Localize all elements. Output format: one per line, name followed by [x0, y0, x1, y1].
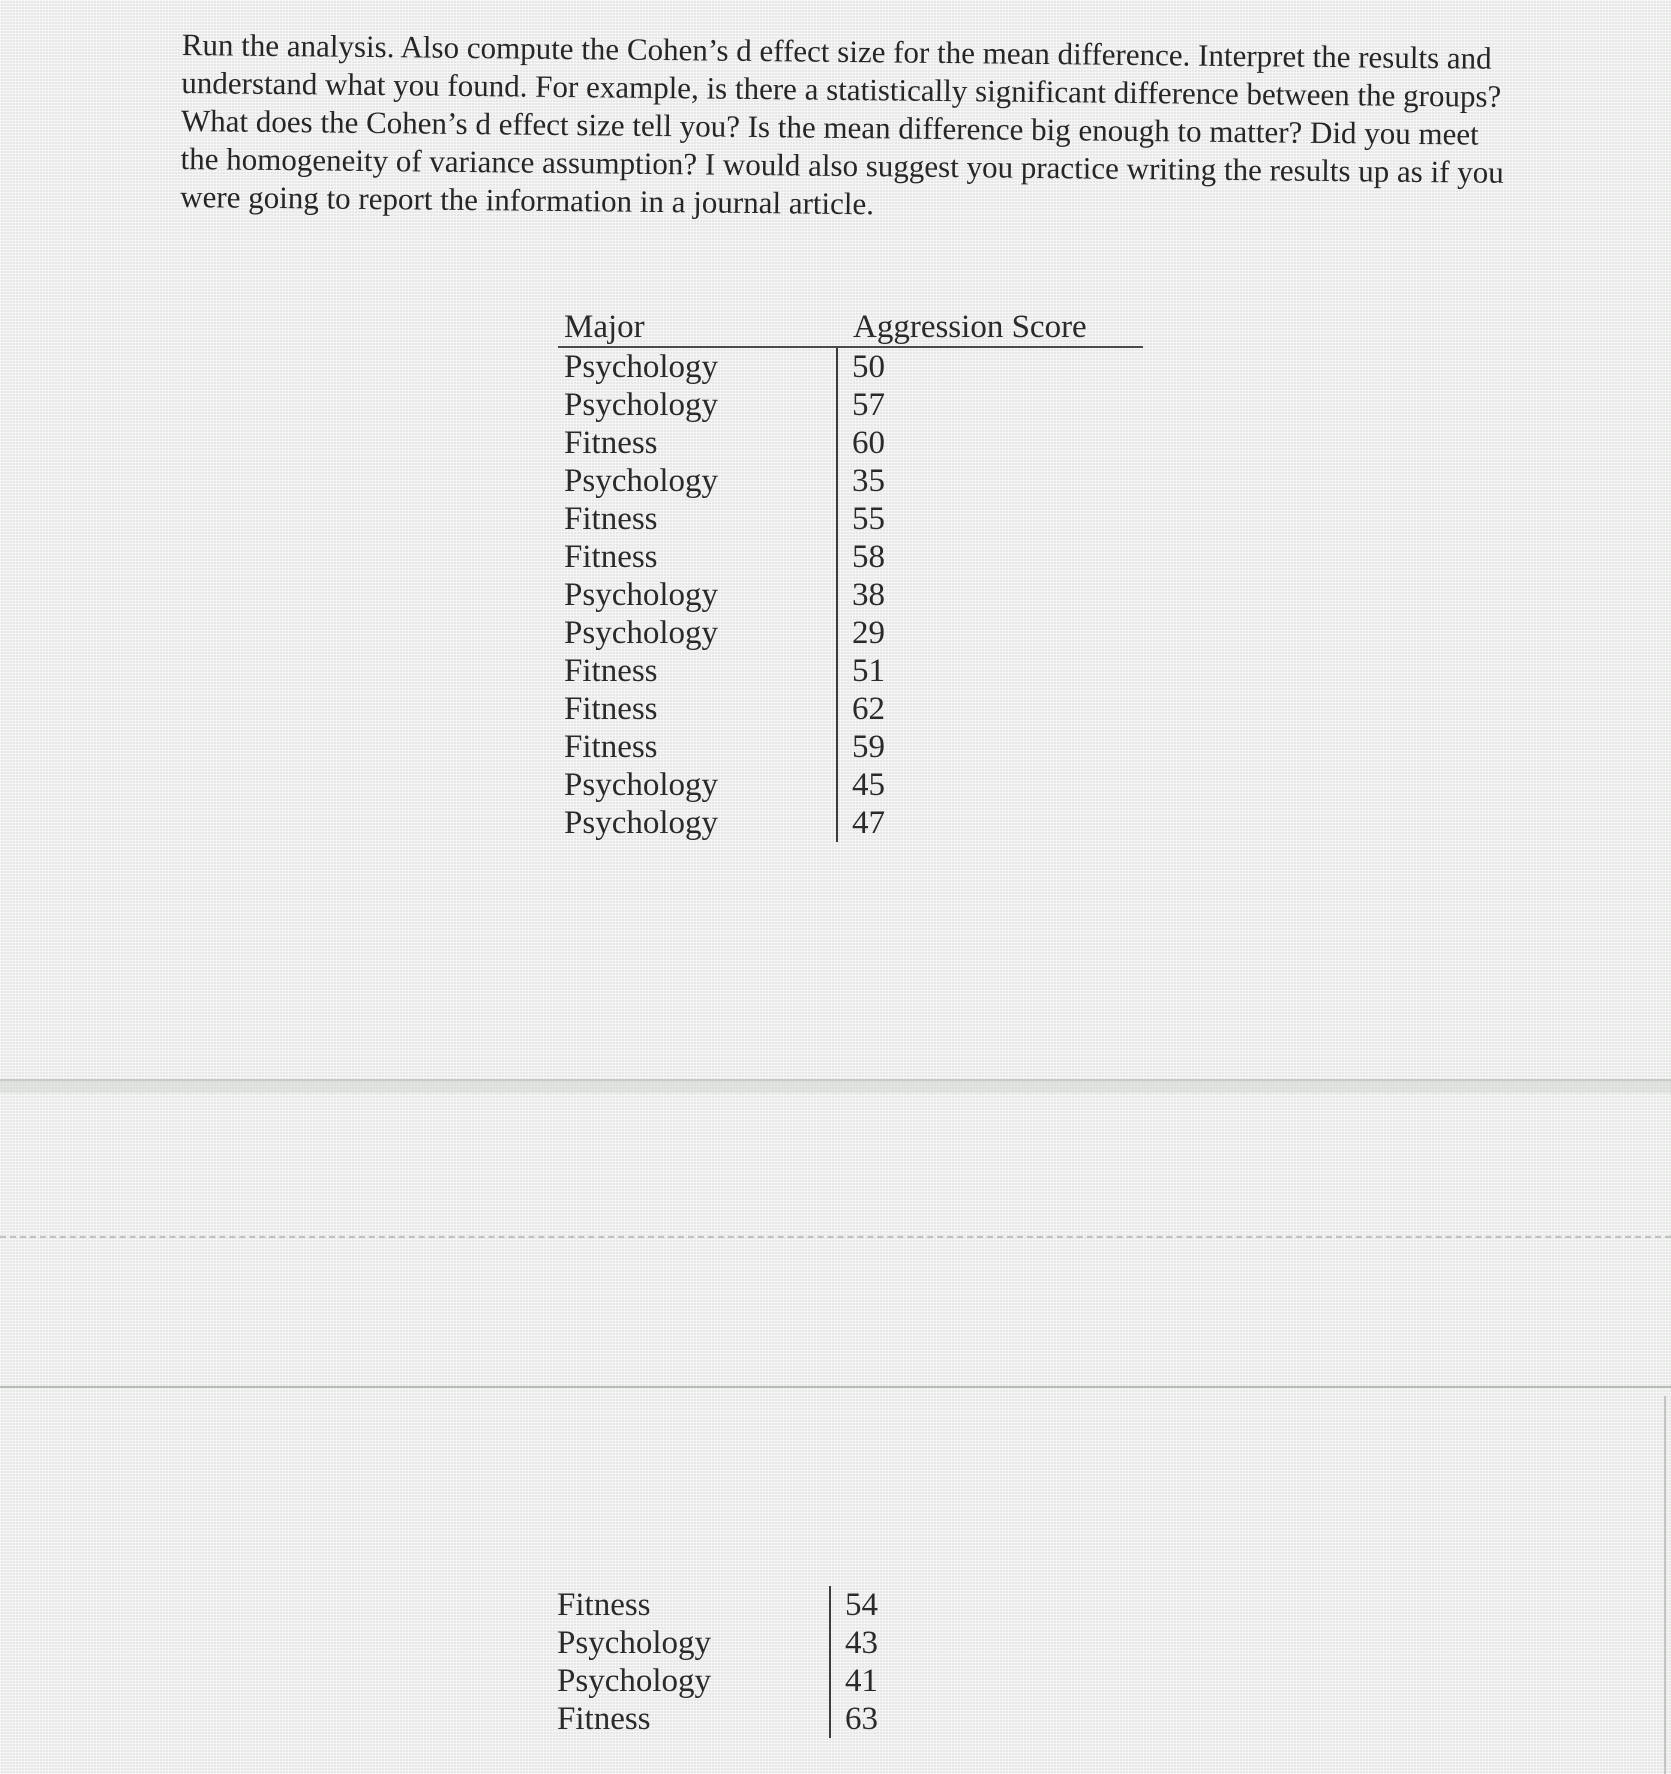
aggression-score-cell: 38	[837, 576, 1143, 614]
table-row	[558, 766, 1143, 804]
aggression-data-table-continued	[551, 1586, 925, 1738]
major-cell: Fitness	[564, 539, 658, 575]
table-row	[558, 500, 1143, 538]
aggression-score-cell: 43	[830, 1624, 925, 1662]
major-cell: Fitness	[557, 1587, 651, 1623]
aggression-score-cell: 29	[837, 614, 1143, 652]
table-row	[558, 538, 1143, 576]
table-row	[551, 1586, 925, 1624]
table-body	[558, 347, 1143, 842]
aggression-score-cell: 55	[837, 500, 1143, 538]
table-row	[558, 804, 1143, 842]
major-cell: Psychology	[564, 767, 719, 803]
major-cell: Psychology	[564, 577, 719, 613]
aggression-score-cell: 57	[837, 386, 1143, 424]
table-row	[558, 424, 1143, 462]
aggression-score-cell: 45	[837, 766, 1143, 804]
major-column-header: Major	[558, 308, 837, 347]
assignment-instructions: Run the analysis. Also compute the Cohen’s d effect size for the mean difference. Interpret the results and understand what you found. For example, is there a statistically significant difference between the groups? What does the Cohen’s d effect size tell you? Is the mean difference big enough to matter? Did you meet the homogeneity of variance assumption? I would also suggest you practice writing the results up as if you were going to report the information in a journal article.	[180, 26, 1504, 222]
aggression-score-cell: 63	[830, 1700, 925, 1738]
table-row	[558, 614, 1143, 652]
table-row	[558, 576, 1143, 614]
aggression-score-cell: 41	[830, 1662, 925, 1700]
table-header-row	[558, 308, 1143, 347]
table-row	[558, 652, 1143, 690]
major-cell: Fitness	[564, 501, 658, 537]
table-row	[551, 1662, 925, 1700]
major-cell: Fitness	[564, 691, 658, 727]
aggression-score-cell: 60	[837, 424, 1143, 462]
major-cell: Psychology	[557, 1663, 712, 1699]
table-body-continued	[551, 1586, 925, 1738]
major-cell: Psychology	[557, 1625, 712, 1661]
aggression-score-cell: 35	[837, 462, 1143, 500]
table-row	[558, 462, 1143, 500]
aggression-data-table	[558, 308, 1143, 842]
aggression-score-column-header: Aggression Score	[837, 308, 1143, 347]
major-cell: Psychology	[564, 615, 719, 651]
aggression-score-cell: 50	[837, 347, 1143, 386]
major-cell: Psychology	[564, 349, 719, 385]
table-row	[551, 1700, 925, 1738]
table-row	[558, 347, 1143, 386]
table-row	[551, 1624, 925, 1662]
table-row	[558, 386, 1143, 424]
major-cell: Psychology	[564, 805, 719, 841]
major-cell: Fitness	[564, 425, 658, 461]
page-divider	[0, 1079, 1671, 1093]
aggression-score-cell: 58	[837, 538, 1143, 576]
major-cell: Fitness	[564, 653, 658, 689]
page-divider	[0, 1236, 1671, 1238]
major-cell: Psychology	[564, 463, 719, 499]
aggression-score-cell: 51	[837, 652, 1143, 690]
aggression-score-cell: 54	[830, 1586, 925, 1624]
aggression-score-cell: 59	[837, 728, 1143, 766]
page-divider	[0, 1386, 1671, 1388]
aggression-score-cell: 47	[837, 804, 1143, 842]
major-cell: Fitness	[557, 1701, 651, 1737]
aggression-score-cell: 62	[837, 690, 1143, 728]
table-row	[558, 690, 1143, 728]
major-cell: Fitness	[564, 729, 658, 765]
major-cell: Psychology	[564, 387, 719, 423]
table-row	[558, 728, 1143, 766]
